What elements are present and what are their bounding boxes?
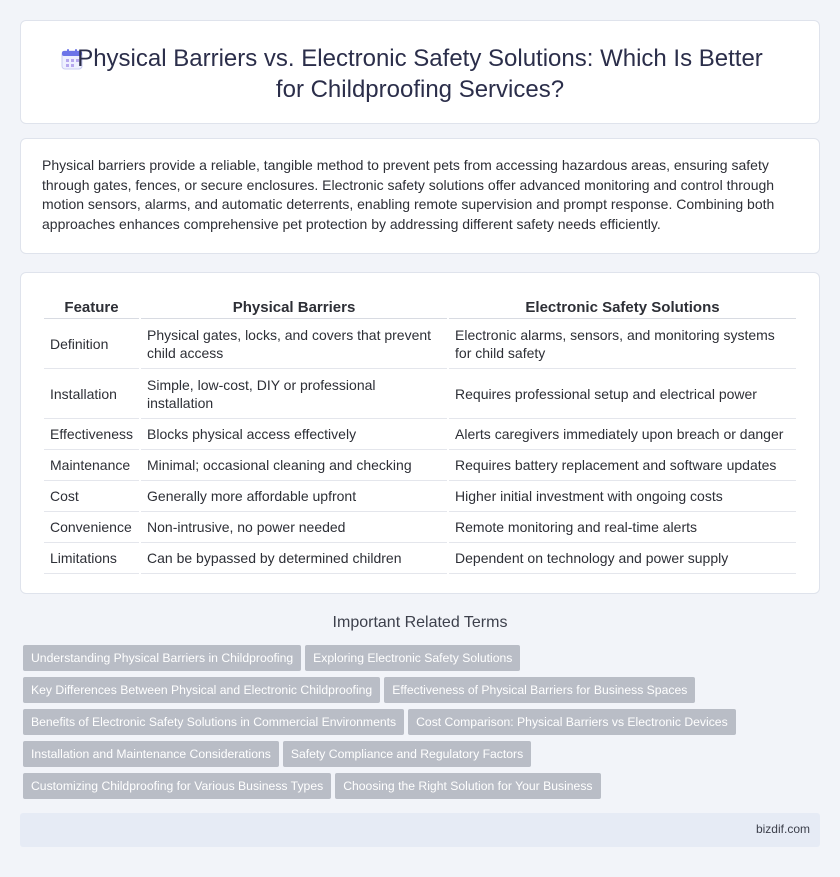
comparison-table [42,293,798,574]
cell-feature: Installation [44,369,139,419]
related-terms-title: Important Related Terms [332,614,508,631]
cell-feature: Definition [44,319,139,369]
cell-electronic: Alerts caregivers immediately upon breach or danger [449,419,796,450]
cell-electronic: Requires battery replacement and software updates [449,450,796,481]
cell-physical: Blocks physical access effectively [141,419,447,450]
related-term-tag[interactable]: Key Differences Between Physical and Electronic Childproofing [23,677,380,703]
summary-text: Physical barriers provide a reliable, tangible method to prevent pets from accessing hazardous areas, ensuring safety through gates, fences, or secure enclosures. Electronic safety solutions offer advanced monitoring and control through motion sensors, alarms, and automatic deterrents, enabling remote supervision and prompt response. Combining both approaches enhances comprehensive pet protection by addressing different safety needs efficiently. [42,157,775,232]
table-row [44,512,796,543]
header-card [20,20,820,124]
table-row [44,450,796,481]
cell-electronic: Electronic alarms, sensors, and monitoring systems for child safety [449,319,796,369]
cell-physical: Physical gates, locks, and covers that prevent child access [141,319,447,369]
footer [20,813,820,847]
column-header-physical: Physical Barriers [141,293,447,319]
related-term-tag[interactable]: Customizing Childproofing for Various Business Types [23,773,331,799]
cell-electronic: Dependent on technology and power supply [449,543,796,574]
table-row [44,543,796,574]
related-term-tag[interactable]: Benefits of Electronic Safety Solutions in Commercial Environments [23,709,404,735]
column-header-feature: Feature [44,293,139,319]
table-row [44,481,796,512]
related-term-tag[interactable]: Effectiveness of Physical Barriers for Business Spaces [384,677,695,703]
cell-electronic: Remote monitoring and real-time alerts [449,512,796,543]
table-row [44,369,796,419]
related-terms-list [23,645,823,805]
related-term-tag[interactable]: Cost Comparison: Physical Barriers vs Electronic Devices [408,709,736,735]
cell-feature: Convenience [44,512,139,543]
cell-electronic: Higher initial investment with ongoing costs [449,481,796,512]
page-title: Physical Barriers vs. Electronic Safety Solutions: Which Is Better for Childproofing Services? [77,45,763,103]
table-row [44,319,796,369]
related-term-tag[interactable]: Understanding Physical Barriers in Childproofing [23,645,301,671]
related-term-tag[interactable]: Exploring Electronic Safety Solutions [305,645,520,671]
cell-physical: Non-intrusive, no power needed [141,512,447,543]
table-header-row [44,293,796,319]
footer-site-link[interactable]: bizdif.com [755,822,810,836]
related-term-tag[interactable]: Safety Compliance and Regulatory Factors [283,741,531,767]
table-row [44,419,796,450]
cell-physical: Generally more affordable upfront [141,481,447,512]
cell-electronic: Requires professional setup and electrical power [449,369,796,419]
cell-physical: Can be bypassed by determined children [141,543,447,574]
comparison-table-card [20,272,820,594]
column-header-electronic: Electronic Safety Solutions [449,293,796,319]
cell-physical: Simple, low-cost, DIY or professional installation [141,369,447,419]
cell-physical: Minimal; occasional cleaning and checking [141,450,447,481]
summary-card [20,138,820,254]
related-term-tag[interactable]: Installation and Maintenance Considerations [23,741,279,767]
cell-feature: Maintenance [44,450,139,481]
cell-feature: Effectiveness [44,419,139,450]
cell-feature: Cost [44,481,139,512]
related-term-tag[interactable]: Choosing the Right Solution for Your Business [335,773,600,799]
cell-feature: Limitations [44,543,139,574]
